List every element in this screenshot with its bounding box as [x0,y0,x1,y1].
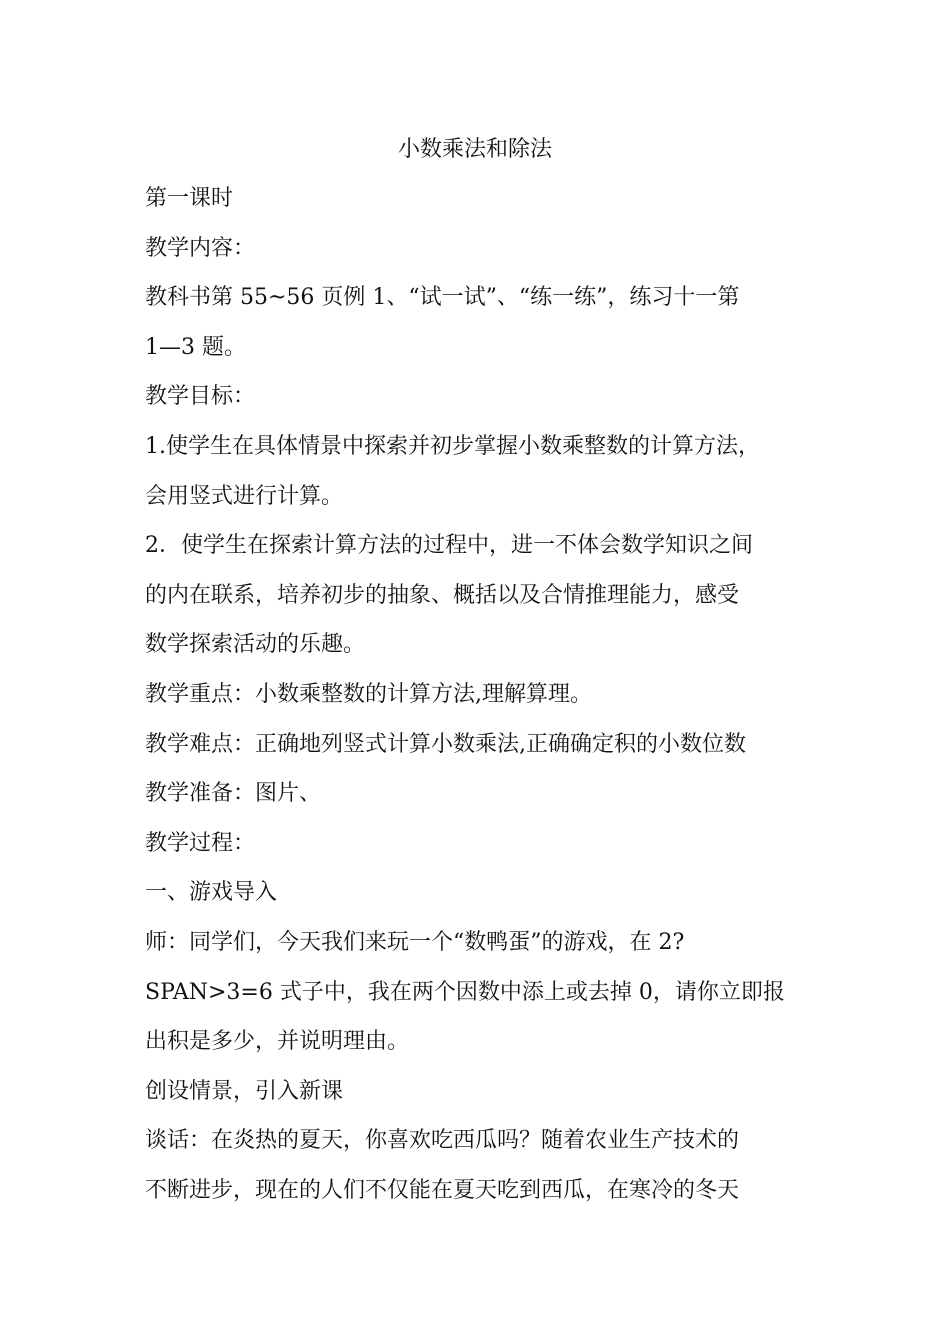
text-line: 师：同学们，今天我们来玩一个“数鸭蛋”的游戏，在 2? [145,929,685,955]
text-line: 谈话：在炎热的夏天，你喜欢吃西瓜吗？随着农业生产技术的 [145,1128,740,1154]
text-line: 第一课时 [145,186,234,211]
document-title: 小数乘法和除法 [397,137,552,162]
text-line: 数学探索活动的乐趣。 [145,632,366,658]
text-line: 1.使学生在具体情景中探索并初步掌握小数乘整数的计算方法， [145,433,760,459]
text-line: 教学难点：正确地列竖式计算小数乘法,正确确定积的小数位数 [145,731,746,757]
text-line: 创设情景，引入新课 [145,1078,344,1104]
text-line: 教学目标： [145,384,256,410]
text-line: 教学重点：小数乘整数的计算方法,理解算理。 [145,681,592,707]
text-line: 教学内容： [145,235,256,261]
text-line: 不断进步，现在的人们不仅能在夏天吃到西瓜，在寒冷的冬天 [145,1177,740,1203]
text-line: SPAN>3=6 式子中，我在两个因数中添上或去掉 0，请你立即报 [145,979,785,1005]
text-line: 1—3 题。 [145,334,246,360]
text-line: 2．使学生在探索计算方法的过程中，进一不体会数学知识之间 [145,533,753,559]
text-line: 出积是多少，并说明理由。 [145,1029,410,1055]
text-line: 教学过程： [145,830,256,856]
text-line: 一、游戏导入 [145,880,278,906]
text-line: 会用竖式进行计算。 [145,483,344,509]
text-line: 教科书第 55~56 页例 1、“试一试”、“练一练”，练习十一第 [145,285,740,311]
document-body [145,181,810,1222]
text-line: 的内在联系，培养初步的抽象、概括以及合情推理能力，感受 [145,582,740,608]
text-line: 教学准备：图片、 [145,781,322,807]
